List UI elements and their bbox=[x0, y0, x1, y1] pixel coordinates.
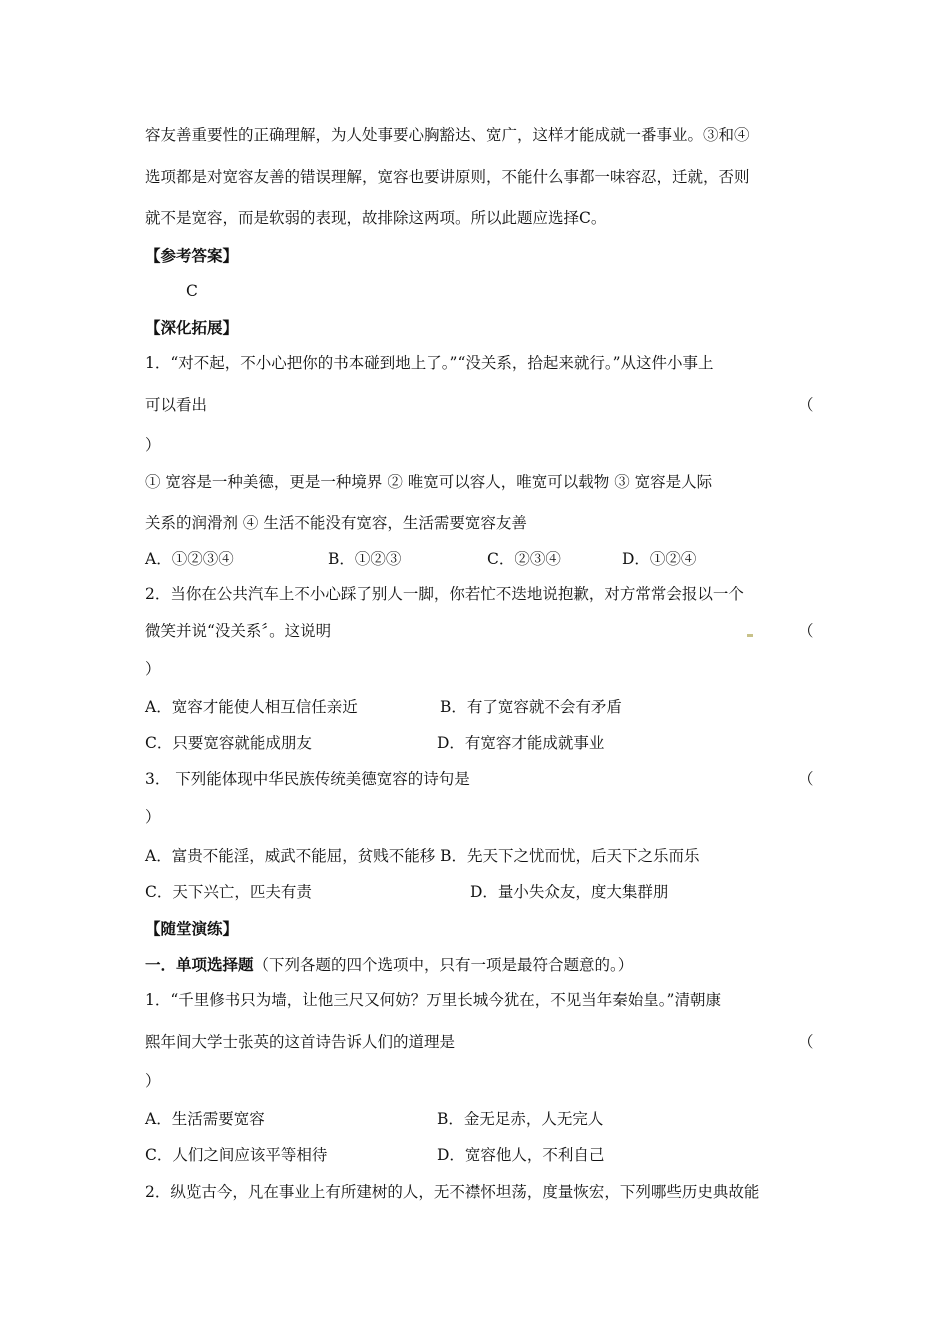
q1-option-d: D．①②④ bbox=[622, 550, 697, 568]
q3-option-d: D．量小失众友，度大集群朋 bbox=[470, 883, 669, 901]
section-1-title: 一．单项选择题 bbox=[145, 955, 254, 974]
q2-answer-paren-open: （ bbox=[798, 622, 814, 640]
q1-stem-line-2: 可以看出 bbox=[145, 396, 208, 414]
expand-heading: 【深化拓展】 bbox=[145, 318, 239, 337]
q3-answer-paren-close: ） bbox=[145, 808, 161, 826]
q2-option-d: D．有宽容才能成就事业 bbox=[437, 734, 605, 752]
q2-stem-line-2: 微笑并说“没关系〞。这说明 bbox=[145, 622, 332, 640]
q3-stem: 3． 下列能体现中华民族传统美德宽容的诗句是 bbox=[145, 770, 470, 788]
intro-line-1: 容友善重要性的正确理解，为人处事要心胸豁达、宽广，这样才能成就一番事业。③和④ bbox=[145, 126, 750, 144]
q3-options-a-b: A．富贵不能淫，威武不能屈，贫贱不能移 B．先天下之忧而忧，后天下之乐而乐 bbox=[145, 847, 700, 865]
q1-answer-paren-open: （ bbox=[798, 396, 814, 414]
p1-stem-line-2: 熙年间大学士张英的这首诗告诉人们的道理是 bbox=[145, 1033, 456, 1051]
q2-stem-line-1: 2．当你在公共汽车上不小心踩了别人一脚，你若忙不迭地说抱歉，对方常常会报以一个 bbox=[145, 585, 744, 603]
intro-line-3: 就不是宽容，而是软弱的表现，故排除这两项。所以此题应选择C。 bbox=[145, 209, 607, 227]
p1-stem-line-1: 1．“千里修书只为墙，让他三尺又何妨？万里长城今犹在，不见当年秦始皇。”清朝康 bbox=[145, 991, 721, 1009]
q2-option-c: C．只要宽容就能成朋友 bbox=[145, 734, 312, 752]
p2-stem-line-1: 2．纵览古今，凡在事业上有所建树的人，无不襟怀坦荡，度量恢宏，下列哪些历史典故能 bbox=[145, 1183, 760, 1201]
section-1-note: （下列各题的四个选项中，只有一项是最符合题意的。） bbox=[253, 956, 634, 974]
q2-answer-paren-close: ） bbox=[145, 660, 161, 678]
q1-answer-paren-close: ） bbox=[145, 436, 161, 454]
q1-stem-line-1: 1．“对不起，不小心把你的书本碰到地上了。”“没关系，拾起来就行。”从这件小事上 bbox=[145, 354, 714, 372]
p1-answer-paren-open: （ bbox=[798, 1033, 814, 1051]
answer-heading: 【参考答案】 bbox=[145, 246, 239, 265]
q1-option-a: A．①②③④ bbox=[145, 550, 234, 568]
section-1-heading bbox=[145, 957, 633, 974]
p1-option-a: A．生活需要宽容 bbox=[145, 1110, 265, 1128]
p1-option-b: B．金无足赤，人无完人 bbox=[437, 1110, 604, 1128]
q2-option-a: A．宽容才能使人相互信任亲近 bbox=[145, 698, 358, 716]
q1-option-b: B．①②③ bbox=[328, 550, 402, 568]
q3-answer-paren-open: （ bbox=[798, 770, 814, 788]
practice-heading: 【随堂演练】 bbox=[145, 919, 239, 938]
q2-option-b: B．有了宽容就不会有矛盾 bbox=[440, 698, 622, 716]
answer-value: C bbox=[186, 282, 198, 300]
q1-statements-line-2: 关系的润滑剂 ④ 生活不能没有宽容，生活需要宽容友善 bbox=[145, 514, 527, 532]
q1-option-c: C．②③④ bbox=[487, 550, 561, 568]
p1-option-d: D．宽容他人，不利自己 bbox=[437, 1146, 605, 1164]
q3-option-c: C．天下兴亡，匹夫有责 bbox=[145, 883, 312, 901]
q1-statements-line-1: ① 宽容是一种美德，更是一种境界 ② 唯宽可以容人，唯宽可以载物 ③ 宽容是人际 bbox=[145, 473, 713, 491]
scan-speck bbox=[747, 634, 753, 637]
p1-option-c: C．人们之间应该平等相待 bbox=[145, 1146, 328, 1164]
intro-line-2: 选项都是对宽容友善的错误理解，宽容也要讲原则，不能什么事都一味容忍，迁就，否则 bbox=[145, 168, 750, 186]
p1-answer-paren-close: ） bbox=[145, 1072, 161, 1090]
